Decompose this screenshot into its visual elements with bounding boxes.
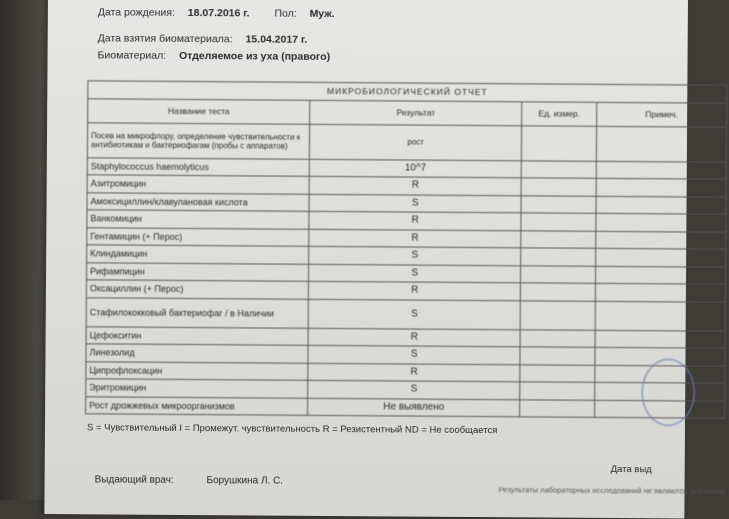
test-unit bbox=[521, 265, 596, 283]
footer-disclaimer: Результаты лабораторных исследований не являются диагнозом bbox=[498, 485, 726, 496]
test-name: Клиндамицин bbox=[87, 245, 309, 264]
biomaterial-line bbox=[98, 49, 331, 63]
biomaterial-label: Биоматериал: bbox=[97, 49, 167, 62]
issue-date-label: Дата выд bbox=[610, 463, 652, 476]
test-note bbox=[595, 283, 725, 301]
test-result: R bbox=[309, 229, 521, 248]
test-unit bbox=[520, 300, 595, 330]
result-legend: S = Чувствительный I = Промежут. чувствительность R = Резистентный ND = Не сообщается bbox=[86, 422, 498, 437]
test-result: S bbox=[309, 246, 521, 265]
test-note bbox=[596, 213, 726, 231]
sex-label: Пол: bbox=[274, 7, 297, 20]
column-header-note: Примеч. bbox=[597, 102, 727, 127]
test-result: R bbox=[308, 328, 520, 347]
test-unit bbox=[520, 329, 595, 347]
test-name: Азитромицин bbox=[87, 175, 309, 194]
test-unit bbox=[521, 178, 596, 196]
test-unit bbox=[520, 364, 595, 382]
birth-date-label: Дата рождения: bbox=[97, 6, 175, 19]
lab-report-sheet bbox=[44, 0, 726, 518]
sex-value: Муж. bbox=[309, 7, 335, 21]
test-result: рост bbox=[310, 124, 522, 160]
test-note bbox=[596, 161, 726, 179]
table-title: МИКРОБИОЛОГИЧЕСКИЙ ОТЧЕТ bbox=[88, 81, 727, 103]
test-note bbox=[595, 301, 725, 331]
test-unit bbox=[520, 399, 595, 417]
test-name: Staphylococcus haemolyticus bbox=[87, 157, 309, 176]
table-row bbox=[87, 122, 726, 161]
test-result: R bbox=[309, 281, 521, 300]
test-unit bbox=[521, 195, 596, 213]
test-name: Гентамицин (+ Перос) bbox=[87, 227, 309, 246]
test-unit bbox=[521, 283, 596, 301]
test-result: S bbox=[308, 380, 520, 399]
test-result: S bbox=[308, 345, 520, 364]
collection-date-line bbox=[98, 32, 308, 45]
test-name: Эритромицин bbox=[86, 379, 308, 398]
test-note bbox=[596, 178, 726, 196]
test-result: R bbox=[309, 176, 521, 195]
test-unit bbox=[521, 248, 596, 266]
column-header-test: Название теста bbox=[88, 98, 310, 124]
test-name: Посев на микрофлору, определение чувствительности к антибиотикам и бактериофагам (пробы с аппаратов) bbox=[87, 122, 309, 159]
test-note bbox=[595, 330, 725, 348]
test-unit bbox=[520, 347, 595, 365]
test-result: 10^7 bbox=[309, 159, 521, 178]
test-result: R bbox=[309, 211, 521, 230]
table-row bbox=[86, 297, 725, 330]
test-name: Рост дрожжевых микроорганизмов bbox=[86, 396, 308, 415]
test-note bbox=[595, 266, 725, 284]
test-note bbox=[596, 248, 726, 266]
test-unit bbox=[521, 160, 596, 178]
test-note bbox=[596, 126, 726, 162]
test-unit bbox=[521, 230, 596, 248]
birth-date-value: 18.07.2016 г. bbox=[187, 6, 250, 20]
issuing-doctor-label: Выдающий врач: bbox=[94, 474, 174, 486]
column-header-unit: Ед. измер. bbox=[522, 101, 597, 126]
test-name: Цефокситин bbox=[86, 326, 308, 345]
birth-date-line bbox=[98, 6, 335, 20]
biomaterial-value: Отделяемое из уха (правого) bbox=[178, 49, 331, 63]
table-row bbox=[86, 396, 725, 418]
issuing-doctor-name: Борушкина Л. С. bbox=[206, 475, 284, 487]
test-unit bbox=[521, 213, 596, 231]
test-result: R bbox=[308, 363, 520, 382]
test-result: S bbox=[309, 264, 521, 283]
results-table bbox=[85, 80, 727, 418]
test-name: Линезолид bbox=[86, 344, 308, 363]
test-name: Рифампицин bbox=[87, 262, 309, 281]
test-result: Не выявлено bbox=[308, 398, 520, 417]
test-note bbox=[596, 196, 726, 214]
test-unit bbox=[522, 125, 597, 161]
test-name: Ванкомицин bbox=[87, 210, 309, 229]
test-name: Оксациллин (+ Перос) bbox=[86, 280, 308, 299]
stamp-seal bbox=[641, 358, 695, 426]
test-name: Стафилококковый бактериофаг / в Наличии bbox=[86, 297, 308, 328]
issuing-doctor-line bbox=[95, 474, 284, 486]
test-unit bbox=[520, 382, 595, 400]
test-result: S bbox=[308, 299, 520, 329]
test-name: Амоксициллин/клавулановая кислота bbox=[87, 192, 309, 211]
test-result: S bbox=[309, 194, 521, 213]
test-note bbox=[596, 231, 726, 249]
collection-date-label: Дата взятия биоматериала: bbox=[97, 32, 233, 46]
test-name: Ципрофлоксацин bbox=[86, 361, 308, 380]
collection-date-value: 15.04.2017 г. bbox=[245, 33, 308, 46]
column-header-result: Результат bbox=[310, 100, 522, 125]
